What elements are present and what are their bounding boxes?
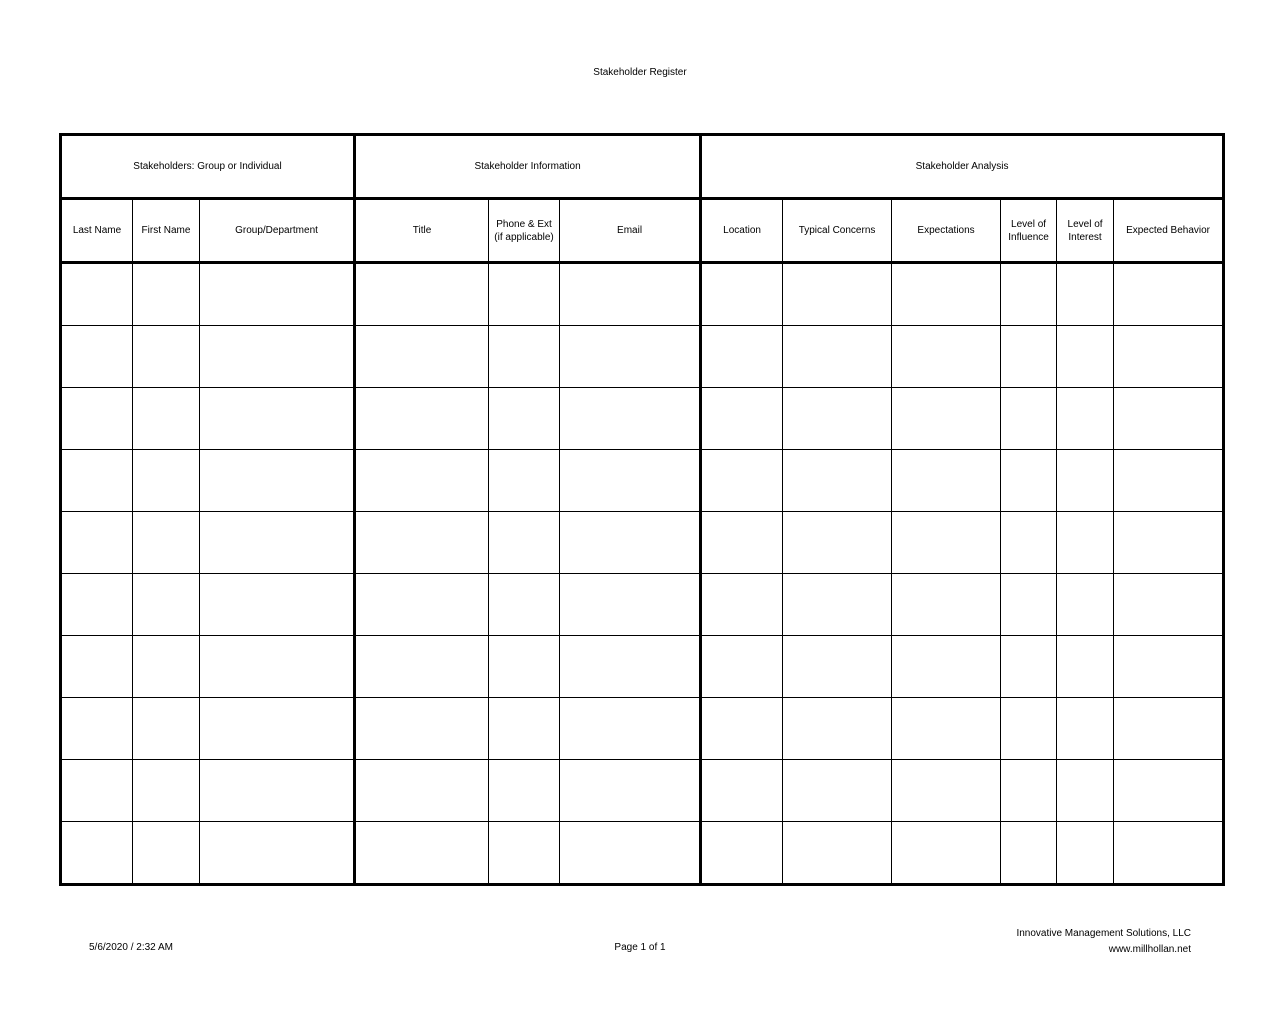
cell-location[interactable] <box>701 574 783 636</box>
cell-first-name[interactable] <box>133 388 200 450</box>
cell-expected-behavior[interactable] <box>1114 636 1224 698</box>
cell-email[interactable] <box>560 760 701 822</box>
cell-level-of-influence[interactable] <box>1001 388 1057 450</box>
cell-expectations[interactable] <box>892 698 1001 760</box>
footer-date: 5/6/2020 / 2:32 AM <box>89 942 173 953</box>
col-header-group-department: Group/Department <box>200 199 355 263</box>
cell-group-department[interactable] <box>200 388 355 450</box>
cell-title[interactable] <box>355 574 489 636</box>
cell-expected-behavior[interactable] <box>1114 698 1224 760</box>
cell-title[interactable] <box>355 263 489 326</box>
cell-expectations[interactable] <box>892 760 1001 822</box>
cell-email[interactable] <box>560 636 701 698</box>
cell-location[interactable] <box>701 388 783 450</box>
cell-last-name[interactable] <box>61 263 133 326</box>
table-row <box>61 822 1224 885</box>
cell-typical-concerns[interactable] <box>783 760 892 822</box>
cell-typical-concerns[interactable] <box>783 636 892 698</box>
cell-title[interactable] <box>355 388 489 450</box>
cell-expected-behavior[interactable] <box>1114 450 1224 512</box>
cell-typical-concerns[interactable] <box>783 574 892 636</box>
cell-typical-concerns[interactable] <box>783 326 892 388</box>
cell-last-name[interactable] <box>61 698 133 760</box>
register-body <box>61 263 1224 885</box>
cell-level-of-interest[interactable] <box>1057 760 1114 822</box>
cell-typical-concerns[interactable] <box>783 388 892 450</box>
cell-email[interactable] <box>560 698 701 760</box>
cell-email[interactable] <box>560 263 701 326</box>
cell-level-of-interest[interactable] <box>1057 822 1114 885</box>
cell-group-department[interactable] <box>200 326 355 388</box>
cell-phone[interactable] <box>489 636 560 698</box>
cell-location[interactable] <box>701 326 783 388</box>
cell-last-name[interactable] <box>61 512 133 574</box>
cell-level-of-influence[interactable] <box>1001 698 1057 760</box>
cell-phone[interactable] <box>489 450 560 512</box>
cell-expectations[interactable] <box>892 388 1001 450</box>
cell-location[interactable] <box>701 760 783 822</box>
cell-group-department[interactable] <box>200 822 355 885</box>
cell-email[interactable] <box>560 512 701 574</box>
col-header-first-name: First Name <box>133 199 200 263</box>
col-header-phone: Phone & Ext (if applicable) <box>489 199 560 263</box>
cell-expected-behavior[interactable] <box>1114 326 1224 388</box>
cell-first-name[interactable] <box>133 512 200 574</box>
cell-last-name[interactable] <box>61 636 133 698</box>
cell-expected-behavior[interactable] <box>1114 760 1224 822</box>
cell-expected-behavior[interactable] <box>1114 574 1224 636</box>
cell-title[interactable] <box>355 450 489 512</box>
cell-first-name[interactable] <box>133 263 200 326</box>
cell-title[interactable] <box>355 760 489 822</box>
cell-title[interactable] <box>355 698 489 760</box>
cell-first-name[interactable] <box>133 698 200 760</box>
col-header-level-of-influence: Level of Influence <box>1001 199 1057 263</box>
cell-expectations[interactable] <box>892 574 1001 636</box>
cell-level-of-interest[interactable] <box>1057 512 1114 574</box>
cell-group-department[interactable] <box>200 760 355 822</box>
cell-typical-concerns[interactable] <box>783 822 892 885</box>
cell-expected-behavior[interactable] <box>1114 822 1224 885</box>
cell-title[interactable] <box>355 512 489 574</box>
col-header-last-name: Last Name <box>61 199 133 263</box>
col-header-email: Email <box>560 199 701 263</box>
cell-expectations[interactable] <box>892 636 1001 698</box>
cell-title[interactable] <box>355 326 489 388</box>
cell-level-of-interest[interactable] <box>1057 388 1114 450</box>
cell-email[interactable] <box>560 822 701 885</box>
cell-email[interactable] <box>560 574 701 636</box>
cell-first-name[interactable] <box>133 574 200 636</box>
cell-expectations[interactable] <box>892 450 1001 512</box>
cell-expected-behavior[interactable] <box>1114 263 1224 326</box>
cell-typical-concerns[interactable] <box>783 450 892 512</box>
footer-company-name: Innovative Management Solutions, LLC <box>1016 928 1191 939</box>
cell-first-name[interactable] <box>133 326 200 388</box>
table-row <box>61 450 1224 512</box>
stakeholder-register-table <box>59 133 1225 886</box>
cell-phone[interactable] <box>489 388 560 450</box>
table-row <box>61 574 1224 636</box>
cell-email[interactable] <box>560 326 701 388</box>
cell-expectations[interactable] <box>892 263 1001 326</box>
cell-first-name[interactable] <box>133 636 200 698</box>
page-title: Stakeholder Register <box>593 67 687 78</box>
footer-website: www.millhollan.net <box>1108 944 1191 955</box>
cell-group-department[interactable] <box>200 574 355 636</box>
cell-level-of-interest[interactable] <box>1057 263 1114 326</box>
col-header-typical-concerns: Typical Concerns <box>783 199 892 263</box>
cell-location[interactable] <box>701 450 783 512</box>
cell-first-name[interactable] <box>133 822 200 885</box>
cell-level-of-influence[interactable] <box>1001 326 1057 388</box>
group-header-row <box>61 135 1224 199</box>
cell-last-name[interactable] <box>61 326 133 388</box>
cell-level-of-influence[interactable] <box>1001 636 1057 698</box>
table-row <box>61 326 1224 388</box>
cell-first-name[interactable] <box>133 760 200 822</box>
cell-phone[interactable] <box>489 822 560 885</box>
cell-group-department[interactable] <box>200 698 355 760</box>
table-row <box>61 636 1224 698</box>
cell-level-of-influence[interactable] <box>1001 263 1057 326</box>
col-header-expectations: Expectations <box>892 199 1001 263</box>
table-row <box>61 512 1224 574</box>
cell-level-of-influence[interactable] <box>1001 512 1057 574</box>
cell-level-of-influence[interactable] <box>1001 574 1057 636</box>
cell-email[interactable] <box>560 388 701 450</box>
cell-last-name[interactable] <box>61 822 133 885</box>
group-header-information: Stakeholder Information <box>355 135 701 199</box>
cell-phone[interactable] <box>489 698 560 760</box>
cell-level-of-influence[interactable] <box>1001 760 1057 822</box>
table-row <box>61 760 1224 822</box>
cell-group-department[interactable] <box>200 636 355 698</box>
cell-expected-behavior[interactable] <box>1114 512 1224 574</box>
cell-level-of-influence[interactable] <box>1001 822 1057 885</box>
cell-phone[interactable] <box>489 760 560 822</box>
cell-level-of-influence[interactable] <box>1001 450 1057 512</box>
cell-level-of-interest[interactable] <box>1057 698 1114 760</box>
cell-title[interactable] <box>355 636 489 698</box>
cell-last-name[interactable] <box>61 574 133 636</box>
col-header-level-of-interest: Level of Interest <box>1057 199 1114 263</box>
cell-last-name[interactable] <box>61 760 133 822</box>
group-header-analysis: Stakeholder Analysis <box>701 135 1224 199</box>
footer-page-number: Page 1 of 1 <box>614 942 666 953</box>
group-header-stakeholders: Stakeholders: Group or Individual <box>61 135 355 199</box>
cell-expectations[interactable] <box>892 822 1001 885</box>
cell-phone[interactable] <box>489 326 560 388</box>
cell-expectations[interactable] <box>892 512 1001 574</box>
cell-expectations[interactable] <box>892 326 1001 388</box>
col-header-location: Location <box>701 199 783 263</box>
cell-group-department[interactable] <box>200 512 355 574</box>
cell-typical-concerns[interactable] <box>783 512 892 574</box>
cell-typical-concerns[interactable] <box>783 263 892 326</box>
cell-typical-concerns[interactable] <box>783 698 892 760</box>
table-row <box>61 698 1224 760</box>
cell-location[interactable] <box>701 822 783 885</box>
cell-level-of-interest[interactable] <box>1057 574 1114 636</box>
table-row <box>61 388 1224 450</box>
cell-email[interactable] <box>560 450 701 512</box>
footer-company-block <box>1016 926 1191 958</box>
cell-phone[interactable] <box>489 263 560 326</box>
table-row <box>61 263 1224 326</box>
cell-first-name[interactable] <box>133 450 200 512</box>
cell-last-name[interactable] <box>61 450 133 512</box>
col-header-title: Title <box>355 199 489 263</box>
cell-level-of-interest[interactable] <box>1057 326 1114 388</box>
cell-phone[interactable] <box>489 512 560 574</box>
cell-location[interactable] <box>701 512 783 574</box>
cell-group-department[interactable] <box>200 263 355 326</box>
cell-location[interactable] <box>701 263 783 326</box>
col-header-expected-behavior: Expected Behavior <box>1114 199 1224 263</box>
cell-last-name[interactable] <box>61 388 133 450</box>
cell-location[interactable] <box>701 636 783 698</box>
cell-location[interactable] <box>701 698 783 760</box>
cell-title[interactable] <box>355 822 489 885</box>
cell-expected-behavior[interactable] <box>1114 388 1224 450</box>
cell-level-of-interest[interactable] <box>1057 636 1114 698</box>
cell-group-department[interactable] <box>200 450 355 512</box>
cell-level-of-interest[interactable] <box>1057 450 1114 512</box>
cell-phone[interactable] <box>489 574 560 636</box>
column-header-row <box>61 199 1224 263</box>
